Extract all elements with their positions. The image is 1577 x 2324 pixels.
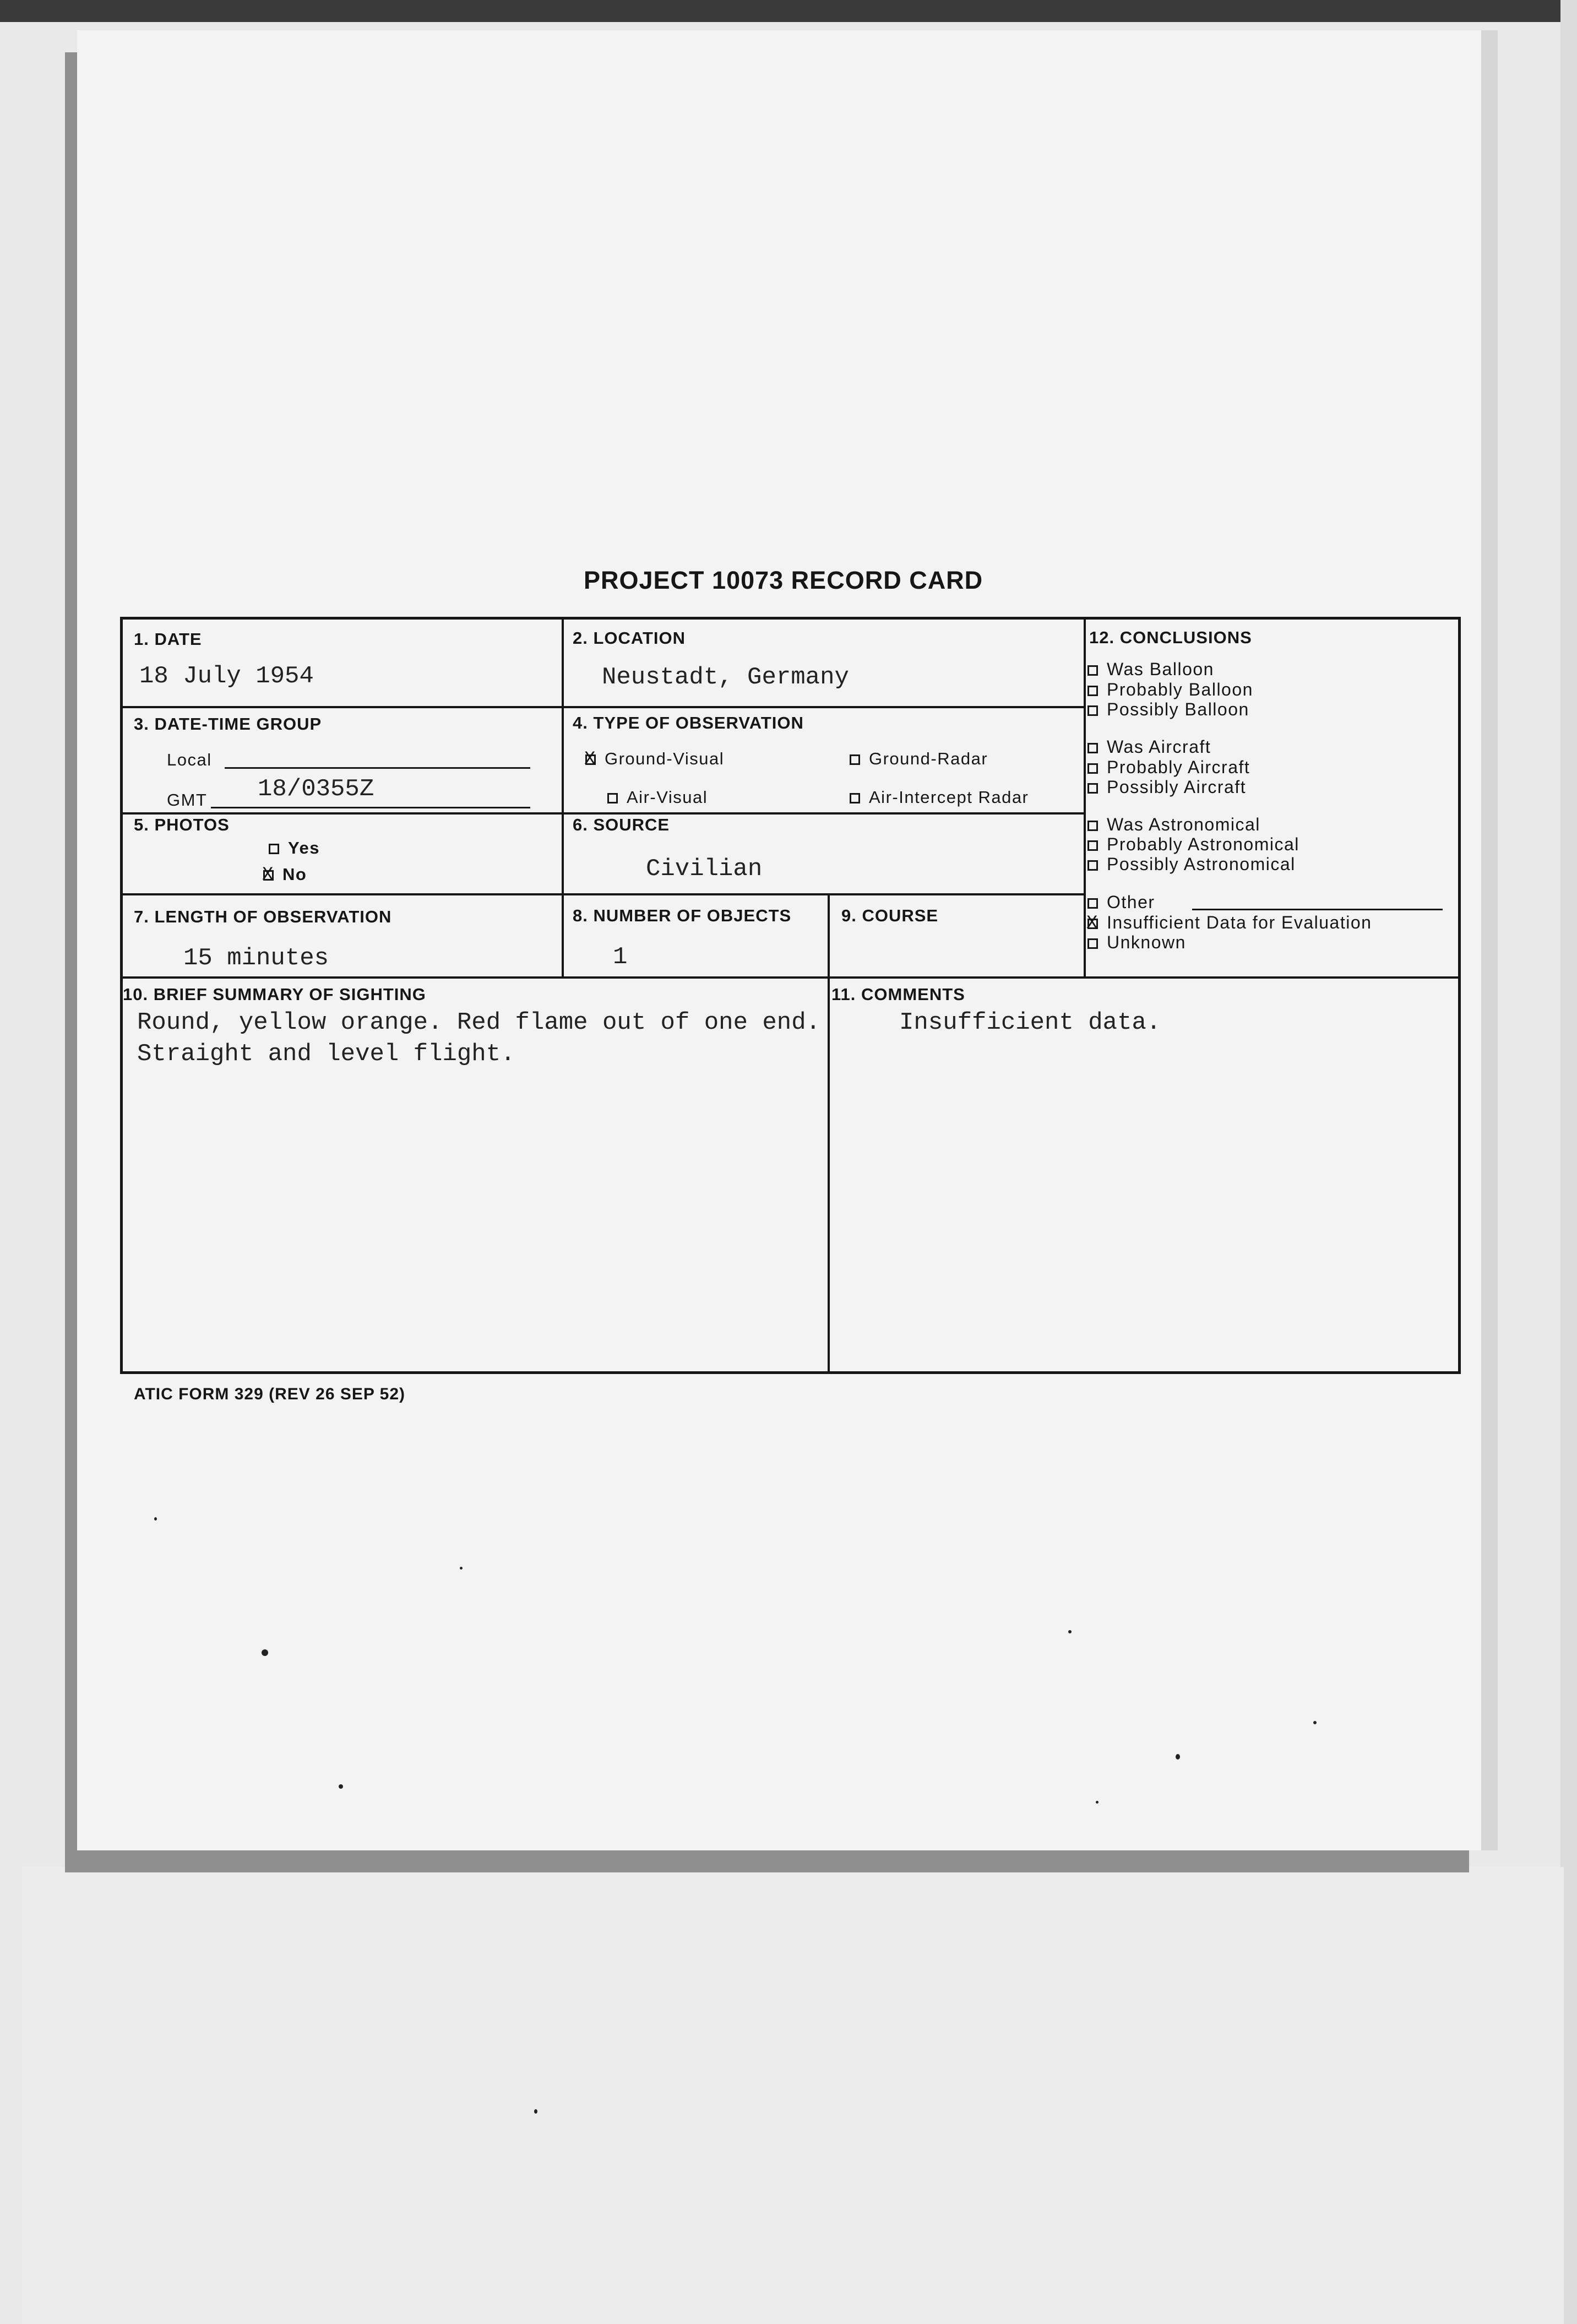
summary-line: Straight and level flight. (137, 1040, 515, 1068)
comments-label: 11. COMMENTS (831, 985, 965, 1004)
checkbox[interactable] (269, 844, 279, 854)
divider (123, 706, 1084, 708)
conclusion-insufficient-data[interactable]: XInsufficient Data for Evaluation (1087, 913, 1372, 933)
divider (123, 976, 1458, 979)
card-title: PROJECT 10073 RECORD CARD (584, 566, 983, 594)
record-card (120, 617, 1461, 1374)
scan-speck (1313, 1721, 1317, 1724)
date-label: 1. DATE (134, 629, 202, 649)
num-objects-label: 8. NUMBER OF OBJECTS (573, 906, 792, 925)
scan-speck (460, 1567, 463, 1570)
film-background (22, 1867, 1564, 2324)
divider (123, 812, 1084, 815)
length-label: 7. LENGTH OF OBSERVATION (134, 907, 392, 926)
checkbox[interactable] (1087, 919, 1098, 929)
conclusion-probably-astronomical[interactable]: Probably Astronomical (1087, 834, 1299, 855)
scan-speck (1068, 1630, 1072, 1633)
conclusion-possibly-balloon[interactable]: Possibly Balloon (1087, 699, 1249, 720)
obs-option-ground-radar[interactable]: Ground-Radar (850, 749, 988, 769)
location-value: Neustadt, Germany (602, 664, 849, 691)
source-label: 6. SOURCE (573, 815, 670, 834)
checkbox[interactable] (607, 793, 618, 803)
checkbox[interactable] (1087, 763, 1098, 774)
comments-value: Insufficient data. (899, 1009, 1161, 1036)
checkbox[interactable] (1087, 743, 1098, 753)
checkbox[interactable] (1087, 821, 1098, 831)
conclusion-other[interactable]: Other (1087, 892, 1155, 913)
divider (1084, 620, 1086, 979)
divider (123, 893, 1084, 895)
divider (562, 620, 564, 976)
scan-speck (534, 2109, 537, 2114)
scan-speck (339, 1784, 343, 1789)
conclusions-label: 12. CONCLUSIONS (1089, 628, 1252, 647)
conclusion-was-aircraft[interactable]: Was Aircraft (1087, 737, 1211, 757)
checkbox[interactable] (1087, 898, 1098, 909)
dtg-local-label: Local (167, 750, 212, 769)
scan-border-top (0, 0, 1577, 22)
course-label: 9. COURSE (841, 906, 939, 925)
conclusion-was-astronomical[interactable]: Was Astronomical (1087, 815, 1260, 835)
checkbox[interactable] (1087, 938, 1098, 949)
checkbox[interactable] (1087, 686, 1098, 696)
length-value: 15 minutes (183, 944, 329, 972)
obs-option-air-intercept-radar[interactable]: Air-Intercept Radar (850, 788, 1029, 807)
scan-speck (262, 1649, 268, 1656)
scan-speck (1096, 1801, 1099, 1804)
checkbox[interactable] (1087, 783, 1098, 794)
date-value: 18 July 1954 (139, 663, 314, 690)
conclusion-possibly-aircraft[interactable]: Possibly Aircraft (1087, 777, 1246, 797)
conclusion-probably-aircraft[interactable]: Probably Aircraft (1087, 757, 1250, 778)
checkbox[interactable] (1087, 705, 1098, 716)
summary-line: Round, yellow orange. Red flame out of one end. (137, 1009, 821, 1036)
form-id: ATIC FORM 329 (REV 26 SEP 52) (134, 1385, 406, 1403)
divider (828, 893, 830, 1372)
location-label: 2. LOCATION (573, 628, 686, 648)
scan-speck (1176, 1754, 1180, 1760)
dtg-label: 3. DATE-TIME GROUP (134, 714, 322, 734)
conclusion-probably-balloon[interactable]: Probably Balloon (1087, 680, 1253, 700)
num-objects-value: 1 (613, 943, 628, 971)
summary-label: 10. BRIEF SUMMARY OF SIGHTING (123, 985, 426, 1004)
dtg-local-line (225, 767, 530, 769)
checkbox[interactable] (850, 754, 860, 765)
conclusion-was-balloon[interactable]: Was Balloon (1087, 659, 1214, 680)
dtg-gmt-value: 18/0355Z (258, 775, 374, 803)
conclusion-unknown[interactable]: Unknown (1087, 932, 1186, 953)
checkbox[interactable] (850, 793, 860, 803)
photos-option-yes[interactable]: Yes (269, 838, 320, 858)
scan-speck (154, 1517, 157, 1521)
obs-option-air-visual[interactable]: Air-Visual (607, 788, 708, 807)
checkbox[interactable] (1087, 665, 1098, 676)
photos-option-no[interactable]: XNo (263, 865, 307, 884)
checkbox[interactable] (585, 754, 596, 765)
checkbox[interactable] (1087, 860, 1098, 871)
source-value: Civilian (646, 855, 763, 883)
photos-label: 5. PHOTOS (134, 815, 230, 834)
checkbox[interactable] (1087, 840, 1098, 851)
checkbox[interactable] (263, 870, 274, 881)
observation-type-label: 4. TYPE OF OBSERVATION (573, 713, 804, 732)
obs-option-ground-visual[interactable]: XGround-Visual (585, 749, 724, 769)
other-line (1192, 909, 1443, 910)
dtg-gmt-label: GMT (167, 790, 208, 810)
conclusion-possibly-astronomical[interactable]: Possibly Astronomical (1087, 854, 1296, 875)
dtg-gmt-line (211, 807, 530, 808)
